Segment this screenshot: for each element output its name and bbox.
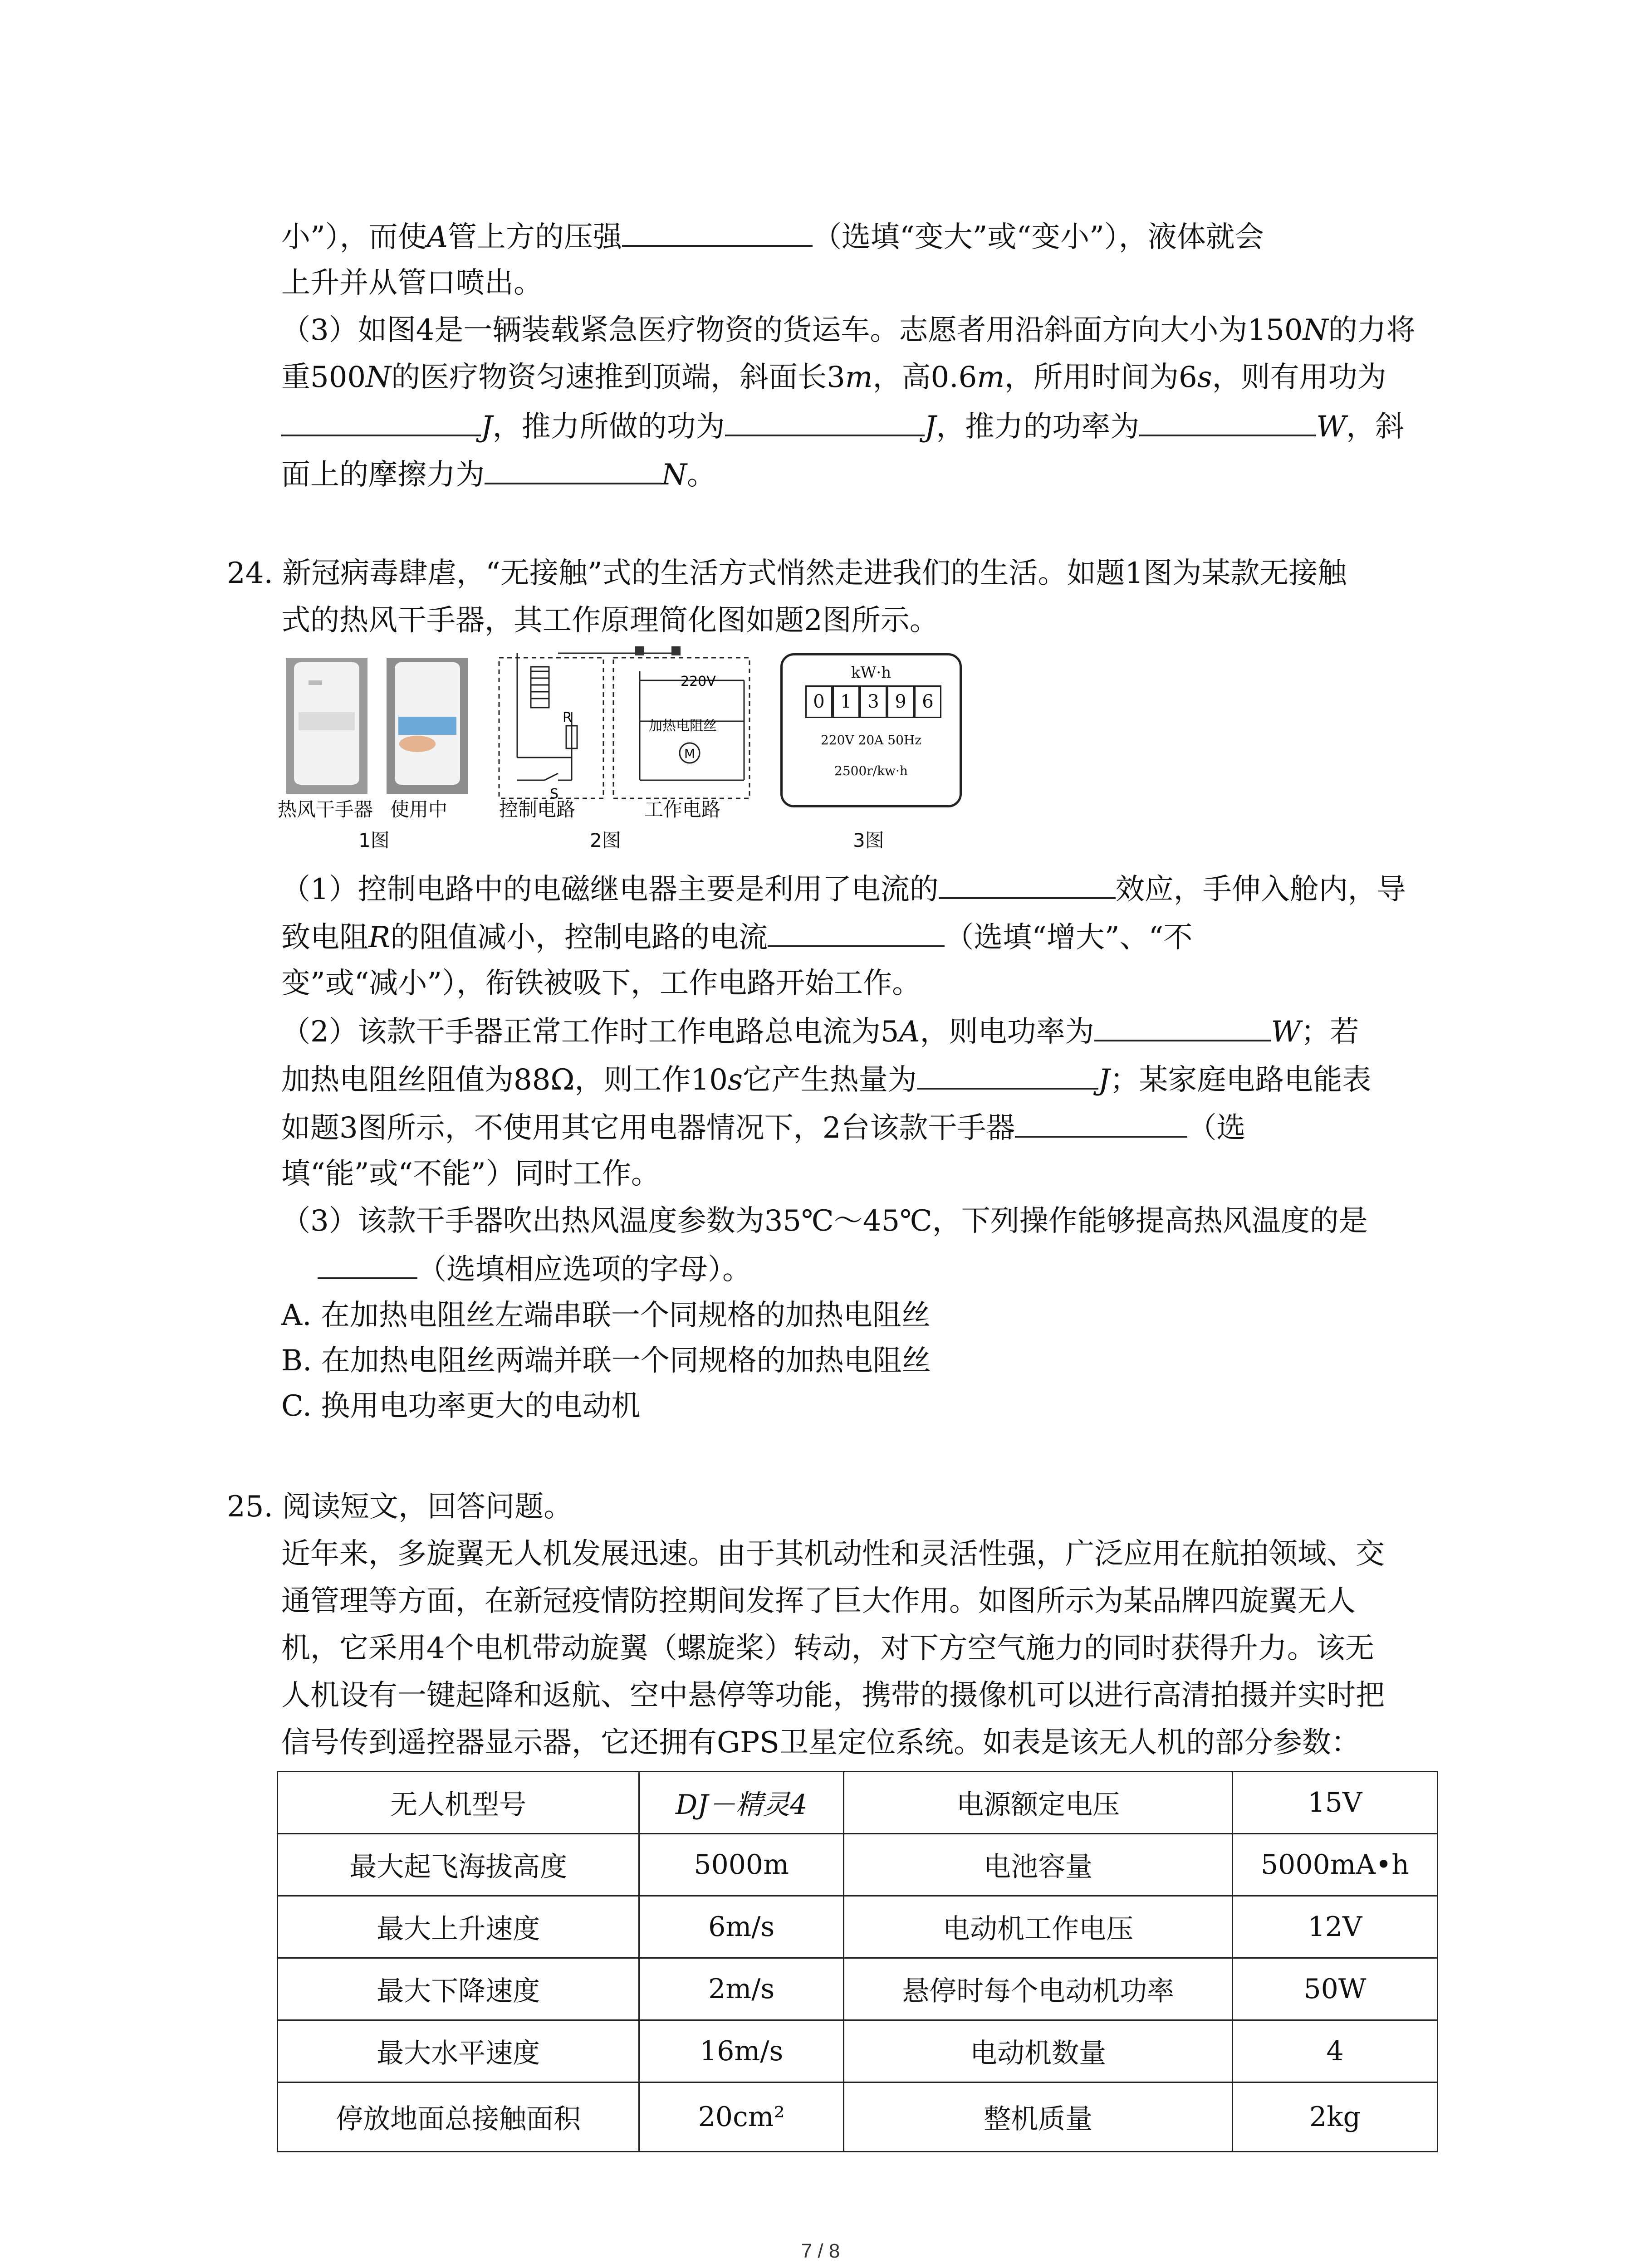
q23-line1: 小”），而使A管上方的压强 （选填“变大”或“变小”），液体就会 [281, 220, 1264, 254]
table-row [278, 2082, 1438, 2152]
q23-line2: 上升并从管口喷出。 [281, 266, 543, 300]
table-cell: 整机质量 [844, 2082, 1233, 2152]
meter-digit: 9 [887, 685, 914, 718]
table-cell: 16m/s [639, 2020, 844, 2082]
heater-label: 加热电阻丝 [649, 718, 717, 734]
table-cell: 电动机数量 [844, 2020, 1233, 2082]
answer-blank[interactable] [1094, 1016, 1271, 1041]
q24-part3-line1: （3）该款干手器吹出热风温度参数为35℃～45℃，下列操作能够提高热风温度的是 [281, 1204, 1368, 1238]
q24-part1-line1: （1）控制电路中的电磁继电器主要是利用了电流的 效应，手伸入舱内，导 [281, 873, 1406, 906]
table-cell: 悬停时每个电动机功率 [844, 1958, 1233, 2020]
answer-blank[interactable] [281, 411, 481, 436]
table-row [278, 1772, 1438, 1834]
q24-part3-line2: （选填相应选项的字母）。 [318, 1254, 751, 1284]
table-cell: 6m/s [639, 1896, 844, 1958]
table-cell: 无人机型号 [278, 1772, 639, 1834]
q24-part2-line3: 如题3图所示，不使用其它用电器情况下，2台该款干手器 （选 [281, 1111, 1246, 1145]
answer-blank[interactable] [485, 459, 661, 484]
q25-passage-line2: 通管理等方面，在新冠疫情防控期间发挥了巨大作用。如图所示为某品牌四旋翼无人 [281, 1584, 1356, 1618]
table-cell: 20cm² [639, 2082, 844, 2152]
table-cell: 15V [1232, 1772, 1437, 1834]
q25-passage-line4: 人机设有一键起降和返航、空中悬停等功能，携带的摄像机可以进行高清拍摄并实时把 [281, 1679, 1385, 1712]
table-cell: 5000m [639, 1834, 844, 1896]
meter-digit: 3 [860, 685, 887, 718]
figure-1-caption-in-use: 使用中 [390, 798, 448, 821]
meter-digit: 1 [833, 685, 860, 718]
figure-1-label: 1图 [358, 829, 390, 851]
table-cell: 电动机工作电压 [844, 1896, 1233, 1958]
table-cell: 最大水平速度 [278, 2020, 639, 2082]
answer-blank[interactable] [725, 411, 925, 436]
q23-line6: 面上的摩擦力为 N。 [281, 458, 716, 492]
page-number: 7 / 8 [801, 2240, 840, 2262]
answer-blank[interactable] [1015, 1112, 1187, 1138]
answer-blank[interactable] [318, 1254, 417, 1279]
q24-option-b: B. 在加热电阻丝两端并联一个同规格的加热电阻丝 [281, 1344, 931, 1378]
q24-part2-line1: （2）该款干手器正常工作时工作电路总电流为5A，则电功率为 W；若 [281, 1015, 1359, 1049]
table-cell: 4 [1232, 2020, 1437, 2082]
meter-digits [805, 685, 941, 718]
q24-stem-line1: 24. 新冠病毒肆虐，“无接触”式的生活方式悄然走进我们的生活。如题1图为某款无接触 [227, 557, 1347, 590]
figure-1-caption-dryer: 热风干手器 [278, 798, 373, 821]
table-cell: 2m/s [639, 1958, 844, 2020]
q23-line3: （3）如图4是一辆装载紧急医疗物资的货运车。志愿者用沿斜面方向大小为150N的力将 [281, 313, 1416, 347]
q24-part2-line2: 加热电阻丝阻值为88Ω，则工作10s它产生热量为 J；某家庭电路电能表 [281, 1063, 1372, 1097]
table-cell: 电源额定电压 [844, 1772, 1233, 1834]
q24-stem-line2: 式的热风干手器，其工作原理简化图如题2图所示。 [281, 604, 939, 637]
q24-option-c: C. 换用电功率更大的电动机 [281, 1389, 641, 1423]
q25-passage-line3: 机，它采用4个电机带动旋翼（螺旋桨）转动，对下方空气施力的同时获得升力。该无 [281, 1632, 1374, 1665]
voltage-label: 220V [681, 674, 716, 689]
table-cell: 50W [1232, 1958, 1437, 2020]
table-cell: DJ－精灵4 [639, 1772, 844, 1834]
answer-blank[interactable] [768, 922, 945, 947]
table-cell: 电池容量 [844, 1834, 1233, 1896]
table-cell: 最大起飞海拔高度 [278, 1834, 639, 1896]
q25-passage-line5: 信号传到遥控器显示器，它还拥有GPS卫星定位系统。如表是该无人机的部分参数： [281, 1726, 1361, 1760]
meter-unit: kW·h [851, 664, 892, 682]
table-row [278, 1958, 1438, 2020]
meter-specs: 220V 20A 50Hz [820, 733, 922, 748]
answer-blank[interactable] [939, 874, 1116, 899]
table-row [278, 1834, 1438, 1896]
q25-title: 25. 阅读短文，回答问题。 [227, 1490, 573, 1524]
meter-digit: 0 [805, 685, 833, 718]
q24-part1-line2: 致电阻R的阻值减小，控制电路的电流 （选填“增大”、“不 [281, 921, 1193, 954]
meter-rate: 2500r/kw·h [834, 763, 908, 778]
figure-2-control-label: 控制电路 [499, 798, 576, 821]
answer-blank[interactable] [1139, 411, 1316, 436]
q25-passage-line1: 近年来，多旋翼无人机发展迅速。由于其机动性和灵活性强，广泛应用在航拍领域、交 [281, 1537, 1385, 1571]
figure-2-work-label: 工作电路 [644, 798, 721, 821]
answer-blank[interactable] [917, 1064, 1098, 1090]
resistor-label: R [563, 710, 572, 726]
figure-2-label: 2图 [590, 829, 621, 851]
q24-part1-line3: 变”或“减小”），衔铁被吸下，工作电路开始工作。 [281, 967, 921, 1000]
table-cell: 2kg [1232, 2082, 1437, 2152]
figure-1-hand-dryer [281, 653, 481, 816]
figure-3-label: 3图 [853, 829, 884, 851]
q24-part2-line4: 填“能”或“不能”）同时工作。 [281, 1157, 660, 1191]
table-row [278, 2020, 1438, 2082]
drone-parameter-table [277, 1771, 1438, 2152]
table-cell: 5000mA•h [1232, 1834, 1437, 1896]
figure-3-energy-meter [780, 653, 962, 807]
meter-digit-decimal: 6 [914, 685, 941, 718]
table-cell: 最大上升速度 [278, 1896, 639, 1958]
table-cell: 12V [1232, 1896, 1437, 1958]
q23-line5: J，推力所做的功为 J，推力的功率为 W，斜 [281, 411, 1404, 441]
switch-label: S [550, 786, 559, 802]
table-row [278, 1896, 1438, 1958]
motor-label: M [684, 746, 696, 761]
q24-option-a: A. 在加热电阻丝左端串联一个同规格的加热电阻丝 [281, 1299, 931, 1332]
q23-line4: 重500N的医疗物资匀速推到顶端，斜面长3m，高0.6m，所用时间为6s，则有用功为 [281, 361, 1386, 394]
answer-blank[interactable] [622, 221, 813, 247]
table-cell: 停放地面总接触面积 [278, 2082, 639, 2152]
table-cell: 最大下降速度 [278, 1958, 639, 2020]
